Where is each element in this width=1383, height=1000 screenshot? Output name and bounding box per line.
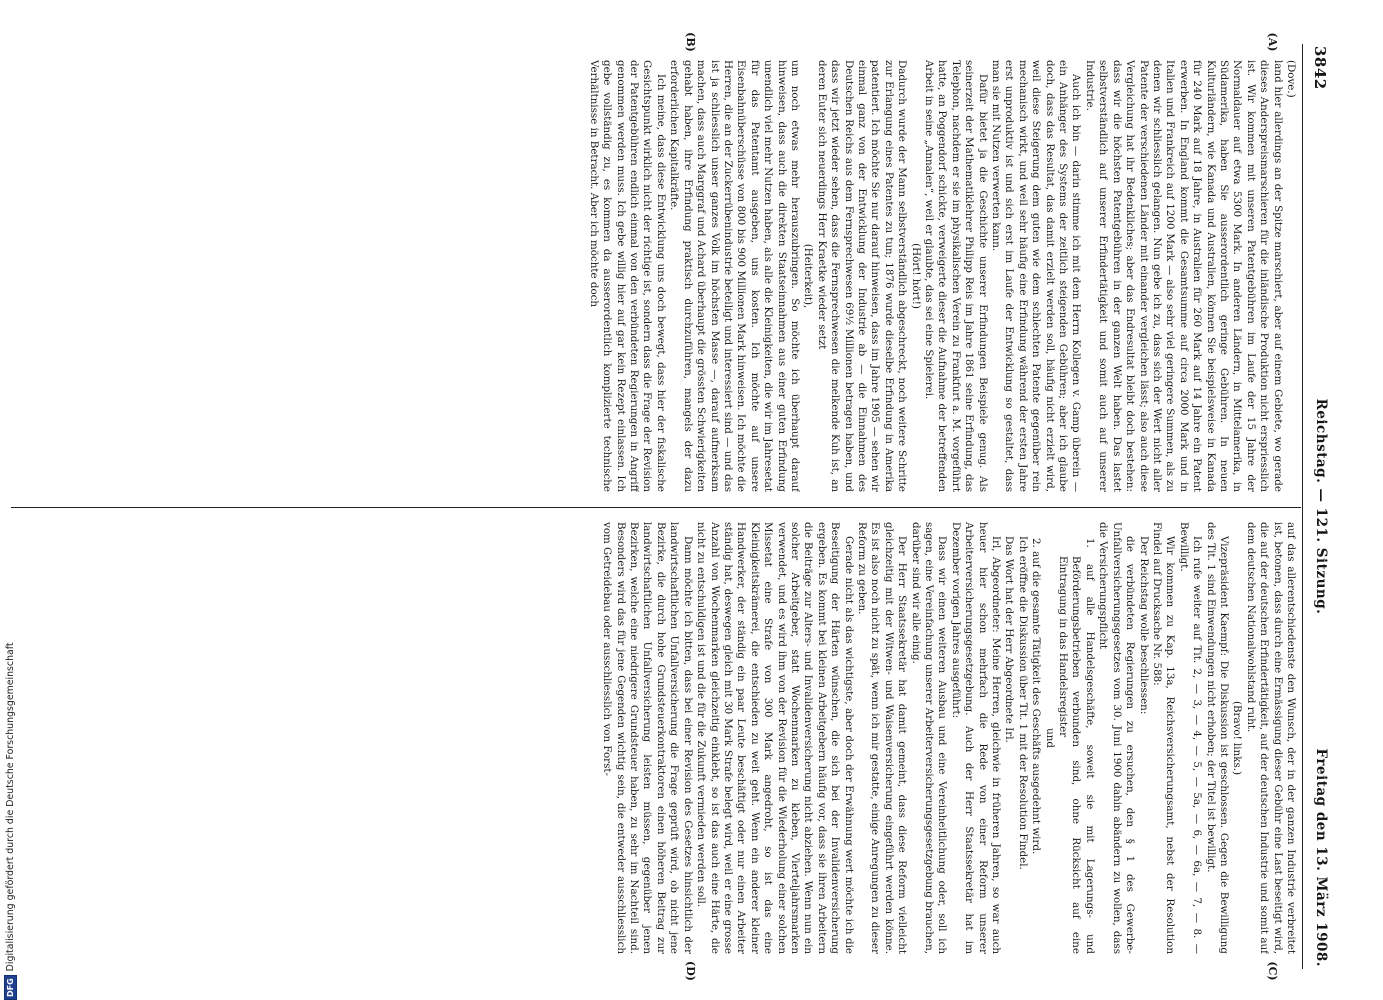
paragraph: um noch etwas mehr herauszubringen. So möchte ich überhaupt darauf hinweisen, dass auch die direkten Staatseinnahmen aus einer guten Erfindung unendlich viel mehr Nutzen haben, als alle die Kleinigkeiten, die wir im Jahresetat für das Patentamt ausgeben, uns kosten. Ich möchte auf unsere Eisenbahnüberschüsse von 800 bis 900 Millionen Mark hinweisen. Ich möchte die Herren, die an der Zuckerrübenindustrie beteiligt und interessiert sind — und das ist ja schliesslich unser ganzes Volk im höchsten Masse —, darauf aufmerksam machen, dass auch Marggraf und Achard überhaupt die grössten Schwierigkeiten gehabt haben, ihre Erfindung praktisch durchzuführen, mangels der dazu erforderlichen Kapitalkräfte. (668, 60, 801, 492)
paragraph: (Bravo! links.) (1231, 700, 1244, 776)
left-text-column (12, 60, 1297, 492)
paragraph: (Heiterkeit), (802, 243, 815, 309)
running-header (1297, 44, 1337, 969)
paragraph: (Dove.) (1285, 60, 1297, 98)
credit-text: Digitalisierung gefördert durch die Deutsche Forschungsgemeinschaft (5, 642, 16, 972)
paragraph: Ich meine, dass diese Entwicklung uns doch bewegt, dass hier der fiskalische Gesichtspunkt wirklich nicht der richtige ist, sondern dass die Frage der Revision der Patentgebühren endlich einmal von den verbündeten Regierungen in Angriff genommen werden muss. Ich gebe willig hier auf gar kein Rezept einlassen. Ich gebe vollständig zu, es kommen da ausserordentlich komplizierte technische Verhältnisse in Betracht. Aber ich möchte doch (587, 60, 667, 492)
margin-marker-b: (B) (684, 32, 697, 52)
paragraph: Dadurch wurde der Mann selbstverständlich abgeschreckt, noch weitere Schritte zur Erlangung eines Patentes zu tun; 1876 wurde dieselbe Erfindung in Amerika patentiert. Ich möchte Sie nur darauf hinweisen, dass im Jahre 1905 — sehen wir einmal ganz von der Entwicklung der Industrie ab — die Einnahmen des Deutschen Reichs aus dem Fernsprechwesen 69½ Millionen betragen haben, und dass wir jetzt wieder sehen, dass die Fernsprechwesen die melkende Kuh ist, an deren Euter sich neuerdings Herr Kraetke wieder setzt (815, 60, 909, 492)
paragraph: Auch ich bin — darin stimme ich mit dem Herrn Kollegen v. Gamp überein — ein Anhänger des Systems der zeitlich steigenden Gebühren; aber ich glaube doch, dass das Resultat, das damit erzielt werden soll, häufig nicht erzielt wird, weil diese Steigerung dem guten wie dem schlechten Patente gegenüber rein mechanisch wirkt, und weil sehr häufig eine Erfindung während der ersten Jahre erst unproduktiv ist und sich erst im Laufe der Entwicklung so gestaltet, dass man sie mit Nutzen verwerten kann. (990, 60, 1083, 492)
paragraph: Das Wort hat der Herr Abgeordnete Irl. (1003, 536, 1016, 743)
paragraph: Gerade nicht als das wichtigste, aber doch der Erwähnung wert möchte ich die Beseitigung der Härten wünschen, die sich bei der Invalidenversicherung ergeben. Es kommt bei kleinen Arbeitgebern häufig vor, dass sie ihren Arbeitern die Beiträge zur Alters- und Invalidenversicherung nicht abziehen. Wenn nun ein solcher Arbeitgeber, statt Wochenmarken zu kleben, Vierteljahrsmarken verwendet, und es wird ihm von der Revision für die Wiederholung einer solchen Missetat eine Strafe von 300 Mark angedroht, so ist das eine Kleinigkeitskrämerei, die entschieden zu weit geht. Wenn ein anderer kleiner Handwerker, der ständig ein paar Leute beschäftigt oder nur einen Arbeiter ständig hat, deswegen gleich mit 30 Mark Strafe belegt wird, weil er eine grosse Anzahl von Wochenmarken gleichzeitig einklebt, so ist das auch eine Härte, die nicht zu entschuldigen ist und die für die Zukunft vermieden werden soll. (695, 522, 855, 954)
digitization-credit (4, 20, 17, 1000)
paragraph: Dafür bietet ja die Geschichte unserer Erfindungen Beispiele genug. Als seinerzeit der Mathematiklehrer Philipp Reis im Jahre 1861 seine Erfindung, das Telephon, nachdem er sie im physikalischen Verein zu Frankfurt a. M. vorgeführt hatte, an Poggendorf schickte, verweigerte dieser die Aufnahme der betreffenden Arbeit in seine „Annalen“, weil er glaubte, das sei eine Spielerei. (923, 60, 989, 492)
page-number: 3842 (1311, 46, 1329, 90)
session-date: Freitag den 13. März 1908. (1313, 748, 1329, 967)
paragraph: auf das allerentschiedenste den Wunsch, der in der ganzen Industrie verbreitet ist, betonen, dass durch eine Ermässigung dieser Gebühr eine Last beseitigt wird, die auf der deutschen Erfindertätigkeit, auf der deutschen Industrie und somit auf dem deutschen Nationalwohlstand ruht. (1244, 522, 1297, 954)
right-text-column (12, 522, 1297, 954)
paragraph: Vizepräsident Kaempf: Die Diskussion ist geschlossen. Gegen die Bewilligung des Tit. 1 sind Einwendungen nicht erhoben; der Titel ist bewilligt. (1204, 522, 1230, 954)
header-rule (1302, 44, 1303, 969)
column-divider (11, 507, 1301, 508)
paragraph: Der Reichstag wolle beschliessen: (1137, 536, 1150, 715)
dfg-logo: DFG (4, 975, 17, 1000)
margin-marker-d: (D) (684, 961, 697, 981)
margin-marker-c: (C) (1266, 961, 1279, 981)
margin-marker-a: (A) (1266, 32, 1279, 52)
paragraph: Ich eröffne die Diskussion über Tit. 1 mit der Resolution Findel. (1016, 536, 1029, 870)
paragraph: Dass wir einen weiteren Ausbau und eine Vereinheitlichung oder, soll ich sagen, eine Vereinfachung unserer Arbeiterversicherungsgesetzgebung brauchen, darüber sind wir alle einig. (909, 522, 949, 954)
paragraph: 2. auf die gesamte Tätigkeit des Geschäfts ausgedehnt wird. (1030, 538, 1043, 855)
paragraph: Der Herr Staatssekretär hat damit gemeint, dass diese Reform vielleicht gleichzeitig mit der Witwen- und Waisenversicherung eingeführt werden könne. Es ist also noch nicht zu spät, wenn ich mir gestatte, einige Anregungen zu dieser Reform zu geben. (856, 522, 909, 954)
paragraph: (Hört! hört!) (909, 243, 922, 309)
paragraph: Wir kommen zu Kap. 13a, Reichsversicherungsamt, nebst der Resolution Findel auf Drucksache Nr. 588: (1150, 522, 1177, 954)
paragraph: Dann möchte ich bitten, dass bei einer Revision des Gesetzes hinsichtlich der landwirtschaftlichen Unfallversicherung die Frage geprüft wird, ob nicht jene Bezirke, die durch hohe Grundsteuerkontraktoren einen höheren Beitrag zur landwirtschaftlichen Unfallversicherung leisten müssen, gegenüber jenen Bezirken, welche eine niedrigere Grundsteuer haben, zu sehr im Nachteil sind. Besonders wird das für jene Gegenden wichtig sein, die entweder ausschliesslich vom Getreidebau oder ausschliesslich von Forst- (601, 522, 694, 954)
document-page (5, 32, 1337, 981)
session-title: Reichstag. — 121. Sitzung. (1313, 398, 1329, 615)
paragraph: 1. auf alle Handelsgeschäfte, soweit sie mit Lagerungs- und Beförderungsbetrieben verbunden sind, ohne Rücksicht auf eine Eintragung in das Handelsregister (1057, 538, 1096, 954)
paragraph: und (1043, 728, 1056, 748)
paragraph: Irl, Abgeordneter: Meine Herren, gleichwie in früheren Jahren, so war auch heuer hier schon mehrfach die Rede von einer Reform unserer Arbeiterversicherungsgesetzgebung. Auch der Herr Staatssekretär hat im Dezember vorigen Jahres ausgeführt: (949, 522, 1003, 954)
paragraph: land hier allerdings an der Spitze marschiert, aber auf einem Gebiete, wo gerade dieses Anderspreismarschieren für die inländische Produktion nicht erspriesslich ist. Wir kommen mit unseren Patentgebühren im Laufe der 15 Jahre der Normaldauer auf etwa 5300 Mark. In anderen Ländern, in Mittelamerika, in Südamerika, haben Sie ausserordentlich geringe Gebühren. In neuen Kulturländern, wie Kanada und Australien, können Sie beispielsweise in Kanada für 240 Mark auf 18 Jahre, in Australien für 260 Mark auf 14 Jahre ein Patent erwerben. In England kommt die Gesamtsumme auf circa 2000 Mark und in Italien und Frankreich auf 1200 Mark — also sehr viel geringere Summen, als zu denen wir schliesslich gelangen. Nun gebe ich zu, dass sich der Wert nicht aller Patente der verschiedenen Länder mit einander vergleichen lässt; also auch diese Vergleichung hat ihr Bedenkliches; aber das Endresultat bleibt doch bestehen: dass wir die höchsten Patentgebühren in der ganzen Welt haben. Das lastet selbstverständlich auf unserer Erfindertätigkeit und somit auch auf unserer Industrie. (1083, 60, 1284, 492)
paragraph: Ich rufe weiter auf Tit. 2, — 3, — 4, — 5, — 5a, — 6, — 6a, — 7, — 8. — Bewilligt. (1177, 522, 1204, 954)
paragraph: die verbündeten Regierungen zu ersuchen, den § 1 des Gewerbe-Unfallversicherungsgesetzes vom 30. Juni 1900 dahin abändern zu wollen, dass die Versicherungspflicht (1097, 522, 1137, 954)
